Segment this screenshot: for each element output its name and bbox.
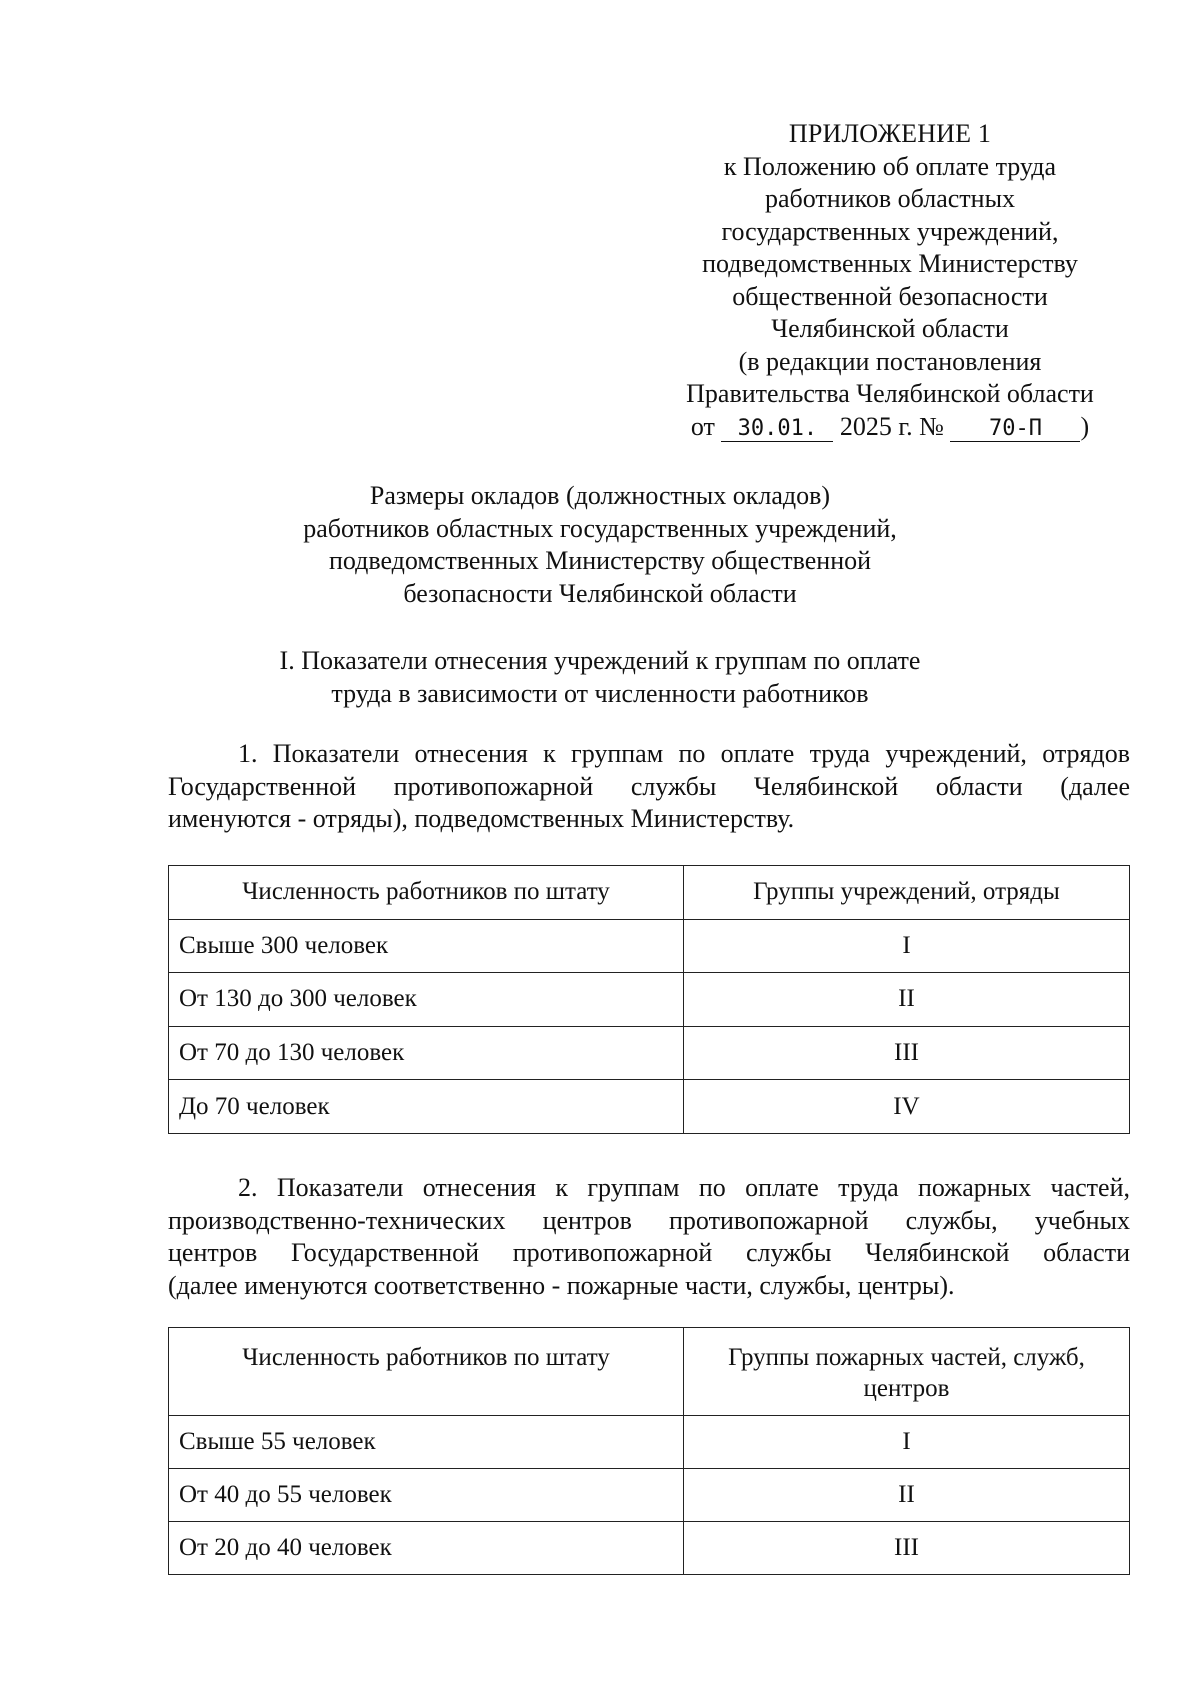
staff-cell: Свыше 300 человек [169, 919, 684, 973]
staff-cell: От 130 до 300 человек [169, 973, 684, 1027]
table-row [169, 1416, 1130, 1469]
staff-cell: От 70 до 130 человек [169, 1026, 684, 1080]
document-title [150, 480, 1050, 610]
groups-table-fire-units [168, 1327, 1130, 1575]
staff-cell: От 40 до 55 человек [169, 1469, 684, 1522]
appendix-line: (в редакции постановления [738, 346, 1042, 376]
appendix-header [640, 118, 1140, 443]
table-row [169, 973, 1130, 1027]
paragraph-line: 1. Показатели отнесения к группам по оплате труда учреждений, отрядов [238, 739, 1130, 768]
paragraph-line: именуются - отряды), подведомственных Министерству. [168, 804, 795, 833]
resolution-number-value: 70-П [950, 417, 1080, 442]
table-row [169, 1469, 1130, 1522]
paragraph-line: 2. Показатели отнесения к группам по оплате труда пожарных частей, [238, 1173, 1130, 1202]
appendix-line: Челябинской области [771, 314, 1009, 343]
resolution-date-line [640, 411, 1140, 444]
staff-cell: От 20 до 40 человек [169, 1522, 684, 1575]
paragraph-1 [168, 738, 1130, 836]
table-row [169, 1026, 1130, 1080]
paragraph-2 [168, 1172, 1130, 1302]
closing-paren: ) [1080, 411, 1090, 441]
table-header-row [169, 866, 1130, 920]
group-cell: II [684, 973, 1130, 1027]
group-cell: II [684, 1469, 1130, 1522]
table-row [169, 1522, 1130, 1575]
paragraph-line: производственно-технических центров противопожарной службы, учебных [168, 1205, 1130, 1235]
staff-cell: Свыше 55 человек [169, 1416, 684, 1469]
staff-cell: До 70 человек [169, 1080, 684, 1134]
groups-table-detachments [168, 865, 1130, 1134]
appendix-line: Правительства Челябинской области [686, 379, 1094, 408]
table-row [169, 919, 1130, 973]
column-header-staff: Численность работников по штату [169, 866, 684, 920]
appendix-line: к Положению об оплате труда [723, 151, 1057, 181]
column-header-staff: Численность работников по штату [169, 1328, 684, 1416]
appendix-line: государственных учреждений, [721, 216, 1059, 246]
paragraph-line: центров Государственной противопожарной службы Челябинской области [168, 1238, 1130, 1267]
table-header-row [169, 1328, 1130, 1416]
date-prefix: от [690, 411, 715, 441]
document-title-line: Размеры окладов (должностных окладов) [369, 481, 831, 510]
section-title-line: I. Показатели отнесения учреждений к группам по оплате [279, 646, 921, 675]
resolution-date-value: 30.01. [721, 417, 833, 442]
document-title-line: работников областных государственных учреждений, [303, 513, 897, 543]
section-title-line: труда в зависимости от численности работников [331, 678, 869, 708]
paragraph-line: (далее именуются соответственно - пожарные части, службы, центры). [168, 1270, 955, 1300]
resolution-year: 2025 г. № [839, 411, 944, 441]
group-cell: IV [684, 1080, 1130, 1134]
document-title-line: подведомственных Министерству общественной [328, 546, 872, 575]
table-row [169, 1080, 1130, 1134]
section-title [150, 645, 1050, 710]
paragraph-line: Государственной противопожарной службы Челябинской области (далее [168, 771, 1130, 801]
group-cell: I [684, 1416, 1130, 1469]
group-cell: I [684, 919, 1130, 973]
appendix-line: подведомственных Министерству [702, 249, 1078, 278]
appendix-title: ПРИЛОЖЕНИЕ 1 [788, 119, 992, 148]
group-cell: III [684, 1026, 1130, 1080]
appendix-line: работников областных [764, 184, 1016, 213]
group-cell: III [684, 1522, 1130, 1575]
appendix-line: общественной безопасности [732, 281, 1048, 311]
column-header-groups: Группы учреждений, отряды [684, 866, 1130, 920]
column-header-groups: Группы пожарных частей, служб, центров [684, 1328, 1130, 1416]
document-title-line: безопасности Челябинской области [403, 578, 797, 608]
